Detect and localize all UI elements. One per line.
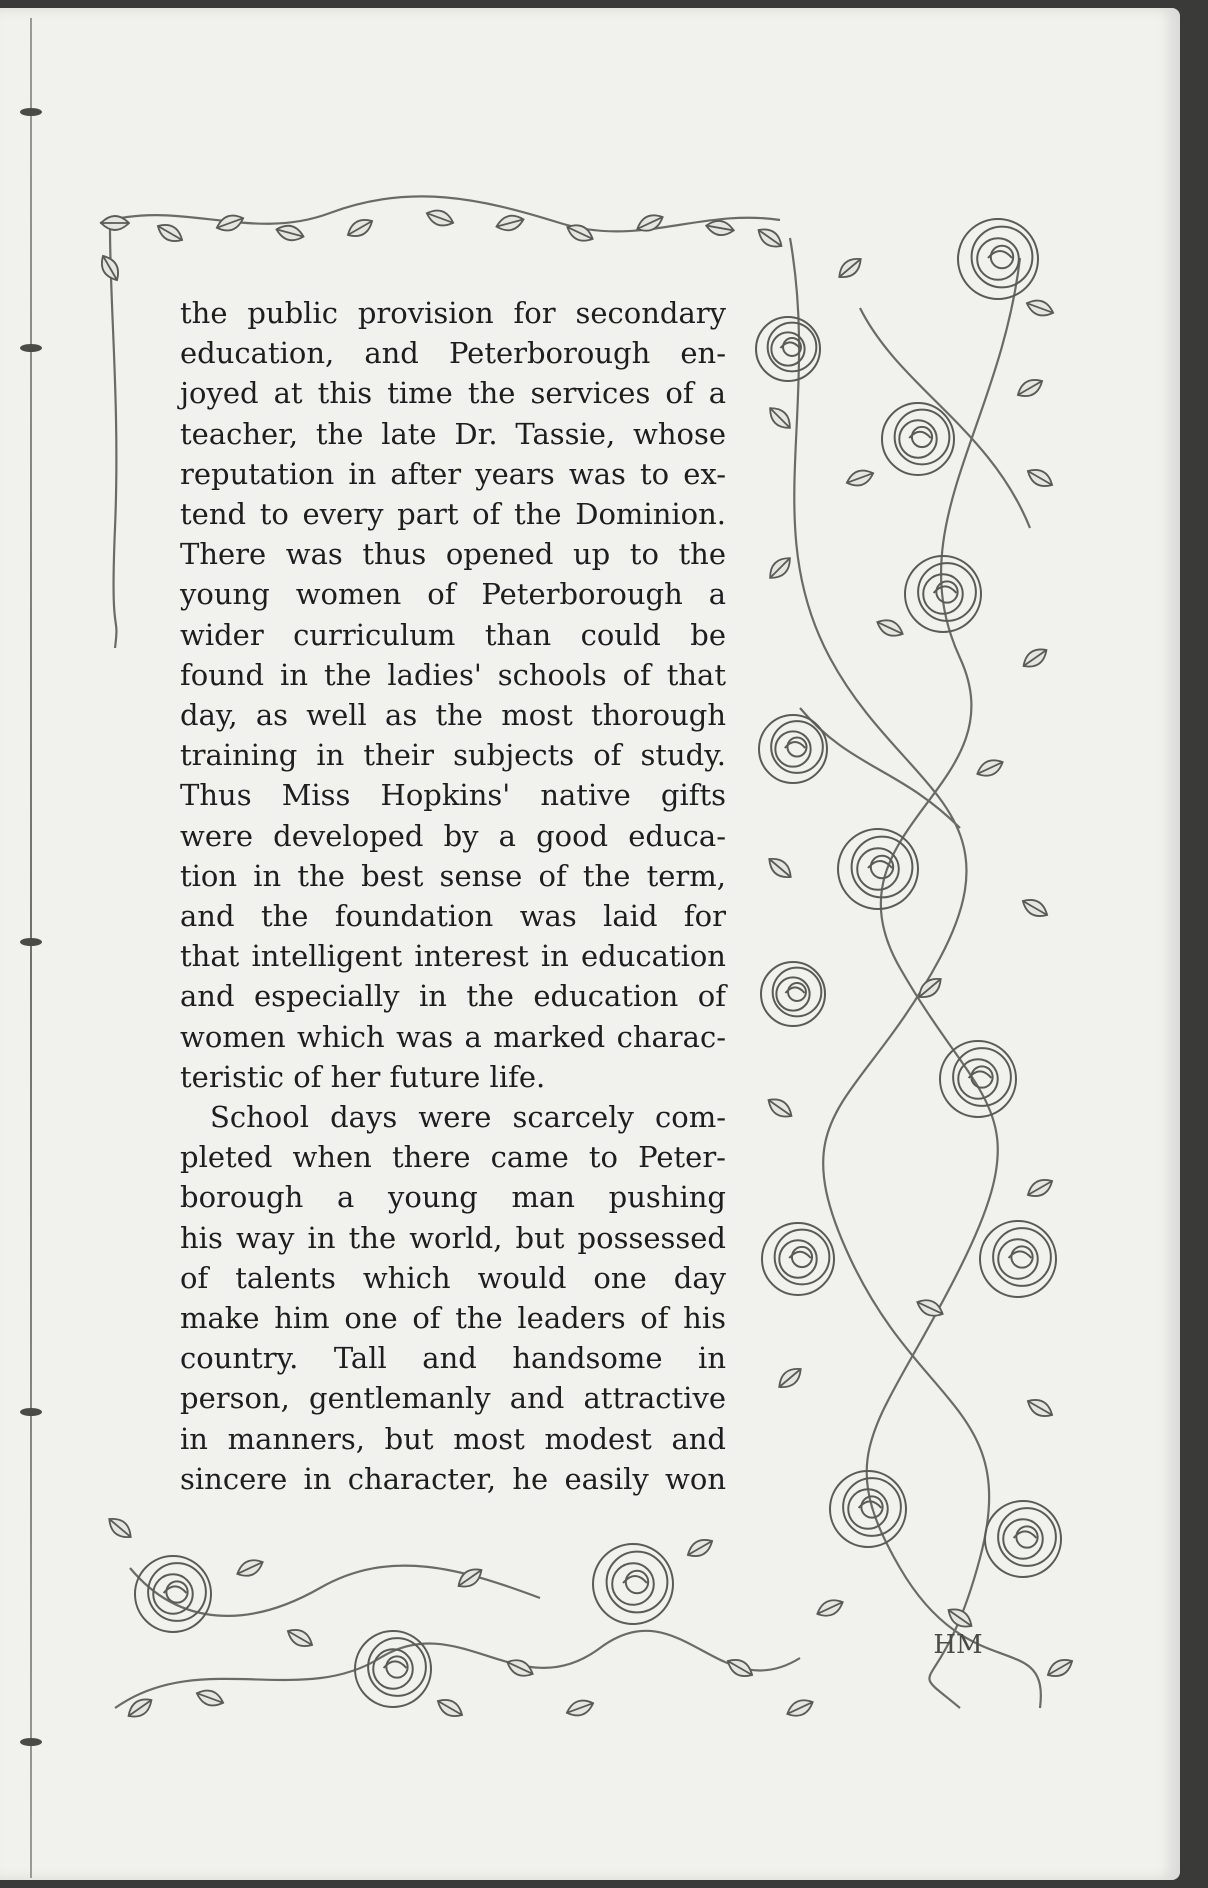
rose-ornament (980, 1221, 1056, 1297)
text-line: of talents which would one day (180, 1260, 726, 1295)
text-line: tend to every part of the Dominion. (180, 497, 726, 532)
text-line: School days were scarcely com- (210, 1100, 726, 1135)
illustrator-monogram: HM (933, 1630, 983, 1660)
leaf-ornament (724, 1655, 755, 1681)
leaf-ornament (835, 254, 865, 283)
leaf-ornament (1044, 1655, 1075, 1681)
leaf-ornament (1024, 1395, 1055, 1421)
text-line: his way in the world, but possessed (180, 1220, 726, 1255)
rose-ornament (985, 1501, 1061, 1577)
leaf-ornament (1024, 1175, 1055, 1201)
leaf-ornament (765, 854, 795, 883)
leaf-ornament (755, 224, 786, 252)
leaf-ornament (684, 1535, 715, 1561)
leaf-ornament (775, 1364, 805, 1393)
leaf-ornament (154, 220, 185, 246)
rose-ornament (759, 715, 827, 783)
text-line: tion in the best sense of the term, (180, 858, 726, 893)
rose-ornament (355, 1631, 431, 1707)
leaf-ornament (234, 1556, 265, 1581)
rose-ornament (882, 403, 954, 475)
text-line: young women of Peterborough a (180, 577, 726, 612)
rose-ornament (756, 317, 820, 381)
leaf-ornament (214, 212, 245, 235)
text-line: There was thus opened up to the (180, 537, 726, 572)
leaf-ornament (1019, 895, 1050, 921)
text-line: pleted when there came to Peter- (180, 1140, 726, 1175)
leaf-ornament (634, 211, 665, 236)
text-line: borough a young man pushing (180, 1180, 726, 1215)
text-line: joyed at this time the services of a (180, 376, 726, 411)
text-line: and especially in the education of (180, 979, 726, 1014)
text-line: make him one of the leaders of his (180, 1301, 726, 1336)
leaf-ornament (974, 756, 1005, 781)
leaf-ornament (914, 1296, 945, 1321)
text-line: reputation in after years was to ex- (180, 456, 726, 491)
leaf-ornament (784, 1696, 815, 1721)
leaf-ornament (1020, 644, 1051, 672)
rose-ornament (762, 1223, 834, 1295)
rose-ornament (593, 1544, 673, 1624)
leaf-ornament (284, 1625, 315, 1651)
text-line: the public provision for secondary (180, 296, 726, 330)
text-line: training in their subjects of study. (180, 738, 726, 773)
text-line: education, and Peterborough en- (180, 336, 726, 371)
text-line: in manners, but most modest and (180, 1421, 726, 1456)
text-line: country. Tall and handsome in (180, 1341, 726, 1376)
text-line: day, as well as the most thorough (180, 698, 726, 733)
text-line: Thus Miss Hopkins' native gifts (180, 778, 726, 813)
text-line: teacher, the late Dr. Tassie, whose (180, 416, 726, 451)
leaf-ornament (275, 223, 306, 244)
leaf-ornament (105, 1514, 135, 1543)
body-text (180, 293, 726, 1499)
leaf-ornament (814, 1596, 845, 1621)
leaf-ornament (1024, 465, 1055, 491)
leaf-ornament (765, 403, 795, 433)
leaf-ornament (765, 1094, 796, 1122)
rose-ornament (958, 219, 1038, 299)
leaf-ornament (424, 207, 455, 230)
text-line: and the foundation was laid for (180, 899, 726, 934)
leaf-ornament (194, 1687, 225, 1710)
rose-ornament (135, 1556, 211, 1632)
leaf-ornament (344, 215, 375, 241)
text-line: found in the ladies' schools of that (180, 657, 726, 692)
leaf-ornament (434, 1695, 465, 1721)
text-line: women which was a marked charac- (180, 1019, 726, 1054)
leaf-ornament (844, 467, 875, 490)
rose-ornament (940, 1041, 1016, 1117)
leaf-ornament (564, 1697, 595, 1720)
leaf-ornament (564, 221, 595, 246)
text-line: wider curriculum than could be (180, 617, 726, 652)
text-line: that intelligent interest in education (180, 939, 726, 974)
leaf-ornament (1014, 375, 1045, 401)
leaf-ornament (765, 553, 795, 583)
leaf-ornament (1024, 297, 1055, 320)
rose-ornament (761, 962, 825, 1026)
leaf-ornament (874, 616, 905, 641)
text-line: were developed by a good educa- (180, 818, 726, 853)
rose-ornament (838, 829, 918, 909)
text-line: person, gentlemanly and attractive (180, 1381, 726, 1416)
text-line: sincere in character, he easily won (180, 1461, 726, 1496)
text-line: teristic of her future life. (180, 1059, 546, 1094)
book-page (0, 8, 1180, 1880)
leaf-ornament (495, 213, 526, 234)
